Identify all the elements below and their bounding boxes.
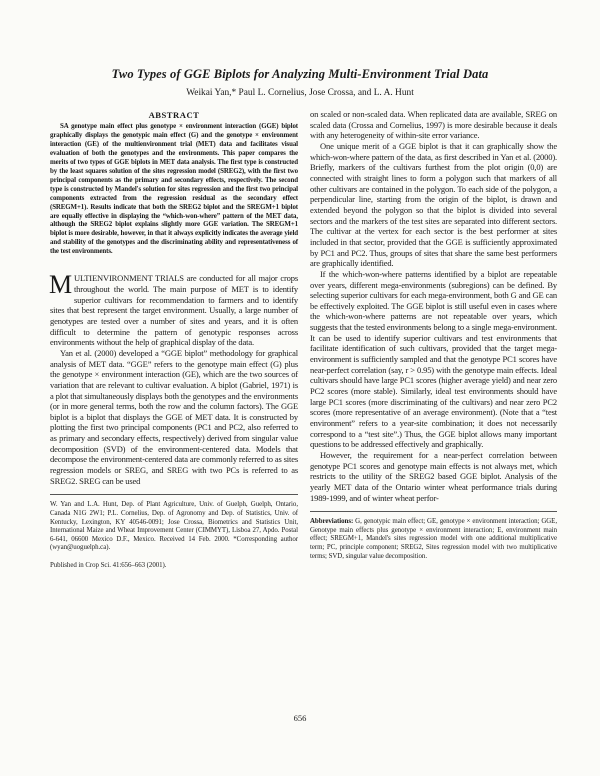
abstract-text: SA genotype main effect plus genotype × environment interaction (GGE) biplot graphically displays the genotypic main effect (G) and the genotype × environment interaction (GE) of the multienvironment trial (MET) data and facilitates visual evaluation of both the genotypes and the environments. This paper compares the merits of two types of GGE biplots in MET data analysis. The first type is constructed by the least squares solution of the sites regression model (SREG2), with the first two principal components as the primary and secondary effects, respectively. The second type is constructed by Mandel's solution for sites regression and the first two principal components extracted from the regression residual as the secondary effect (SREGM+1). Results indicate that both the SREG2 biplot and the SREGM+1 biplot are equally effective in displaying the “which-won-where” pattern of the MET data, although the SREG2 biplot explains slightly more GGE variation. The SREGM+1 biplot is more desirable, however, in that it always explicitly indicates the average yield and stability of the genotypes and the discriminating ability and representativeness of the test environments.: [50, 123, 298, 256]
intro-lead-words: ULTIENVIRONMENT TRIALS: [73, 273, 184, 284]
abbreviations-divider: [310, 511, 557, 512]
right-paragraph-3: If the which-won-where patterns identified by a biplot are repeatable over years, different mega-environments (subregions) can be defined. By selecting superior cultivars for each mega-environment, both G and GE can be effectively exploited. The GGE biplot is still useful even in cases where the which-won-where patterns are not repeatable over years, which suggests that the tested environments belong to a single mega-environment. It can be used to identify superior cultivars and test environments that facilitate identification of such cultivars, provided that the target mega-environment is sufficiently sampled and that the genotype PC1 scores have near-perfect correlation (say, r > 0.95) with the genotype main effects. Ideal cultivars should have large PC1 scores (higher average yield) and near zero PC2 scores (more stable). Similarly, ideal test environments should have large PC1 scores (more discriminating of the cultivars) and near zero PC2 scores (more representative of an average environment). (Note that a “test environment” refers to a year-site combination; it does not necessarily correspond to a “test site”.) Thus, the GGE biplot allows many important questions to be addressed effectively and graphically.: [310, 268, 557, 450]
footnote-divider: [50, 494, 298, 495]
right-paragraph-1: on scaled or non-scaled data. When replicated data are available, SREG on scaled data (Crossa and Cornelius, 1997) is more desirable because it deals with any heterogeneity of within-site error variance.: [310, 109, 557, 141]
intro-paragraph-1: [49, 270, 298, 348]
abbreviations-footnote: [310, 518, 557, 561]
left-column: [50, 110, 298, 571]
publication-note: Published in Crop Sci. 41:656–663 (2001).: [50, 561, 167, 569]
abbreviations-label: Abbreviations:: [310, 518, 354, 526]
drop-cap: M: [49, 270, 72, 300]
abbreviations-text: G, genotypic main effect; GE, genotype × environment interaction; GGE, Genotype main effects plus genotype × environment interaction; E, environment main effect; SREGM+1, Mandel's sites regression model with one additional multiplicative term; PC, principle component; SREG2, Sites regression model with two multiplicative terms; SVD, singular value decomposition.: [310, 518, 557, 560]
page-number: 656: [293, 713, 307, 723]
abstract-heading: ABSTRACT: [148, 110, 200, 120]
right-paragraph-2: One unique merit of a GGE biplot is that it can graphically show the which-won-where pattern of the data, as first described in Yan et al. (2000). Briefly, markers of the cultivars furthest from the plot origin (0,0) are connected with straight lines to form a polygon such that markers of all other cultivars are contained in the polygon. To each side of the polygon, a perpendicular line, starting from the origin of the biplot, is drawn and extended beyond the polygon so that the biplot is divided into several sectors and the markers of the test sites are separated into different sectors. The cultivar at the vertex for each sector is the best performer at sites included in that sector, provided that the GGE is sufficiently approximated by PC1 and PC2. Thus, groups of sites that share the same best performers are graphically identified.: [310, 140, 557, 269]
right-paragraph-4: However, the requirement for a near-perfect correlation between genotype PC1 scores and genotype main effects is not always met, which restricts to the utility of the SREG2 based GGE biplot. Analysis of the yearly MET data of the Ontario winter wheat performance trials during 1989-1999, and of winter wheat perfor-: [310, 450, 557, 503]
paper-title: Two Types of GGE Biplots for Analyzing Multi-Environment Trial Data: [111, 67, 489, 81]
intro-paragraph-2: Yan et al. (2000) developed a “GGE biplot” methodology for graphical analysis of MET data. “GGE” refers to the genotype main effect (G) plus the genotype × environment interaction (GE), which are the two sources of variation that are relevant to cultivar evaluation. A biplot (Gabriel, 1971) is a plot that simultaneously displays both the genotypes and the environments (or in more general terms, both the row and the column factors). The GGE biplot is a biplot that displays the GGE of MET data. It is constructed by plotting the first two principal components (PC1 and PC2, also referred to as primary and secondary effects, respectively) derived from singular value decomposition (SVD) of the environment-centered data. Models that decompose the environment-centered data are commonly referred to as sites regression models or SREG, and SREG with two PCs is referred to as SREG2. SREG can be used: [50, 347, 298, 486]
intro-paragraph-1-text: are conducted for all major crops throughout the world. The main purpose of MET is to identify superior cultivars for recommendation to farmers and to identify sites that best represent the target environment. Usually, a large number of genotypes are tested over a number of sites and years, and it is often difficult to determine the pattern of genotypic responses across environments without the help of graphical display of the data.: [50, 273, 298, 348]
right-column: [310, 109, 557, 561]
author-affiliations-footnote: W. Yan and L.A. Hunt, Dep. of Plant Agriculture, Univ. of Guelph, Guelph, Ontario, Canada N1G 2W1; P.L. Cornelius, Dep. of Agronomy and Dep. of Statistics, Univ. of Kentucky, Lexington, KY 40546-0091; Jose Crossa, Biometrics and Statistics Unit, International Maize and Wheat Improvement Center (CIMMYT), Lisboa 27, Apdo. Postal 6-641, 06600 Mexico D.F., Mexico. Received 14 Feb. 2000. *Corresponding author (wyan@uoguelph.ca).: [50, 501, 298, 552]
author-list: Weikai Yan,* Paul L. Cornelius, Jose Crossa, and L. A. Hunt: [186, 88, 414, 98]
